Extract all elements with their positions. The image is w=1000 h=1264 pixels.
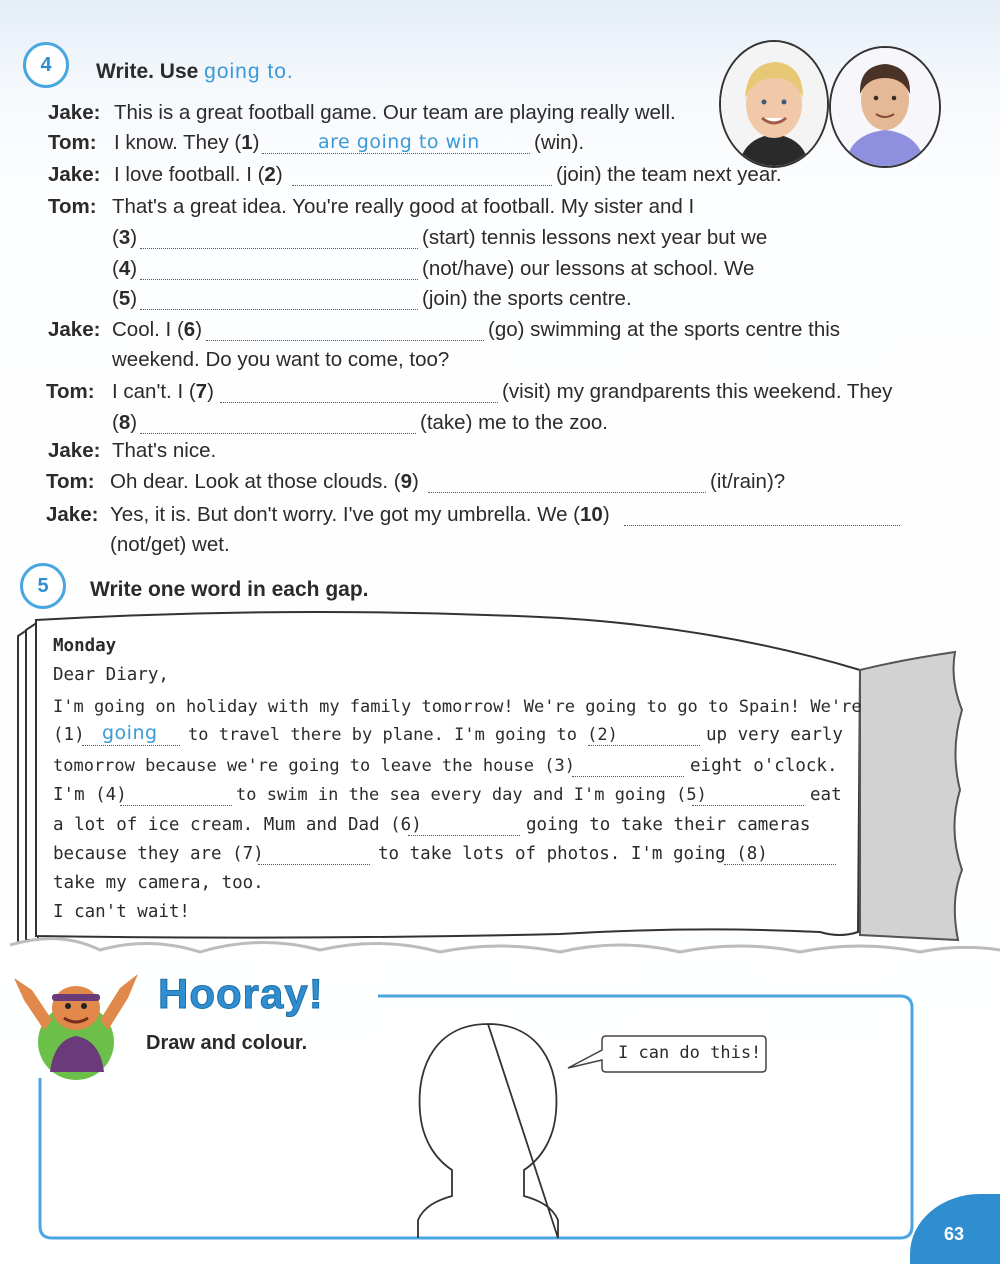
text-post: ) [207,380,214,403]
diary-gap-4[interactable] [120,785,232,806]
diary-text: (1) [53,725,85,745]
dialogue-line [0,503,1000,533]
dialogue-text [112,226,137,250]
hooray-instruction: Draw and colour. [146,1032,308,1054]
speaker-label: Jake: [48,101,101,124]
speaker-label: Jake: [48,163,101,186]
diary-line [0,844,1000,872]
dialogue-text: weekend. Do you want to come, too? [112,348,450,371]
diary-text: take my camera, too. [53,873,264,893]
diary-gap-3[interactable] [572,756,684,777]
dialogue-text [112,318,202,342]
dialogue-text: (take) me to the zoo. [420,411,609,434]
diary-text: eat [810,785,842,805]
dialogue-text [114,163,283,187]
answer-gap-10[interactable] [624,503,900,526]
speaker-label: Jake: [48,318,101,341]
answer-gap-6[interactable] [206,318,484,341]
diary-line [0,785,1000,813]
dialogue-text: That's a great idea. You're really good at football. My sister and I [112,195,695,218]
diary-answer-1: going [102,722,158,744]
diary-day [0,636,1000,664]
text-pre: Oh dear. Look at those clouds. ( [110,470,401,493]
dialogue-text [110,503,610,527]
exercise-4-number: 4 [23,42,69,88]
text-post: ) [130,411,138,434]
diary-line [0,722,1000,753]
diary-gap-6[interactable] [408,815,520,836]
exercise-5-number: 5 [20,563,66,609]
text-post: ) [130,287,138,310]
dialogue-text: That's nice. [112,439,217,462]
diary-text: because they are (7) [53,844,264,864]
speaker-label: Tom: [46,380,95,403]
text-pre: ( [112,226,119,249]
text-post: ) [252,131,260,154]
gap-number: 3 [118,226,131,249]
dialogue-line [0,101,1000,131]
dialogue-text [112,257,137,281]
answer-gap-9[interactable] [428,470,706,493]
answer-gap-5[interactable] [140,287,418,310]
dialogue-text [110,470,419,494]
diary-text: a lot of ice cream. Mum and Dad (6) [53,815,422,835]
dialogue-line [0,439,1000,469]
diary-gap-5[interactable] [692,785,804,806]
dialogue-text: (not/have) our lessons at school. We [422,257,755,280]
text-post: ) [412,470,419,493]
text-post: ) [602,503,610,526]
page-number: 63 [944,1224,965,1244]
dialogue-text [114,131,259,155]
diary-gap-2[interactable] [588,725,700,746]
speaker-label: Jake: [48,439,101,462]
text-pre: ( [112,257,119,280]
diary-line [0,873,1000,901]
dialogue-text [112,287,137,311]
dialogue-text: This is a great football game. Our team are playing really well. [114,101,676,124]
answer-1: are going to win [318,131,480,153]
gap-number: 10 [580,503,603,526]
diary-text: to take lots of photos. I'm going (8) [378,844,768,864]
text-pre: I can't. I ( [112,380,196,403]
text-pre: Yes, it is. But don't worry. I've got my umbrella. We ( [110,503,581,526]
gap-number: 8 [118,411,131,434]
diary-text: eight o'clock. [690,756,838,776]
answer-gap-4[interactable] [140,257,418,280]
diary-line [0,756,1000,784]
text-pre: I know. They ( [114,131,242,154]
diary-text: I'm (4) [53,785,127,805]
exercise-5-title: Write one word in each gap. [90,578,369,601]
head-outline-drawing-area[interactable] [408,1020,568,1240]
answer-gap-8[interactable] [140,411,416,434]
dialogue-line [0,318,1000,348]
dialogue-text: (go) swimming at the sports centre this [488,318,841,341]
dialogue-text: (win). [534,131,585,154]
text-post: ) [130,257,138,280]
exercise-4-title [96,60,294,84]
diary-line [0,697,1000,725]
dialogue-line [0,470,1000,500]
dialogue-text [112,411,137,435]
dialogue-line [0,226,1000,256]
dialogue-text: (join) the team next year. [556,163,782,186]
dialogue-text: (visit) my grandparents this weekend. They [502,380,893,403]
text-post: ) [130,226,138,249]
text-post: ) [195,318,203,341]
answer-gap-3[interactable] [140,226,418,249]
dialogue-line [0,163,1000,193]
speaker-label: Tom: [48,131,97,154]
gap-number: 5 [118,287,131,310]
diary-line [0,815,1000,843]
gap-number: 6 [183,318,196,341]
diary-text: to swim in the sea every day and I'm going (5) [236,785,707,805]
gap-number: 4 [118,257,131,280]
diary-line [0,902,1000,930]
dialogue-line [0,257,1000,287]
diary-text: I can't wait! [53,902,190,922]
text-pre: ( [112,287,119,310]
dialogue-line [0,411,1000,441]
diary-gap-8[interactable] [724,844,836,865]
exercise-4-title-text: Write. Use [96,60,205,83]
text-post: ) [275,163,283,186]
dialogue-line [0,348,1000,378]
gap-number: 9 [400,470,412,493]
dialogue-line [0,287,1000,317]
dialogue-text [112,380,214,404]
text-pre: ( [112,411,119,434]
dialogue-text: (join) the sports centre. [422,287,632,310]
diary-day-text: Monday [53,636,117,656]
answer-gap-7[interactable] [220,380,498,403]
dialogue-line [0,131,1000,161]
gap-number: 1 [241,131,253,154]
speaker-label: Tom: [48,195,97,218]
gap-number: 7 [195,380,208,403]
dialogue-line [0,380,1000,410]
dialogue-text: (it/rain)? [710,470,786,493]
hooray-title: Hooray! [158,970,324,1017]
diary-text: Dear Diary, [53,665,169,685]
text-pre: Cool. I ( [112,318,184,341]
gap-number: 2 [264,163,276,186]
text-pre: I love football. I ( [114,163,265,186]
diary-text: up very early [706,725,843,745]
speaker-label: Tom: [46,470,95,493]
dialogue-text: (start) tennis lessons next year but we [422,226,768,249]
exercise-4-title-highlight: going to. [204,60,294,83]
dialogue-line [0,533,1000,563]
diary-text: I'm going on holiday with my family tomorrow! We're going to go to Spain! We're [53,697,862,717]
diary-text: to travel there by plane. I'm going to (2) [188,725,618,745]
dialogue-text: (not/get) wet. [110,533,230,556]
diary-text: going to take their cameras [526,815,811,835]
diary-line [0,665,1000,693]
diary-text: tomorrow because we're going to leave the house (3) [53,756,575,776]
dialogue-line [0,195,1000,225]
speaker-label: Jake: [46,503,99,526]
speech-bubble-text: I can do this! [618,1043,762,1063]
diary-gap-7[interactable] [258,844,370,865]
answer-gap-2[interactable] [292,163,552,186]
